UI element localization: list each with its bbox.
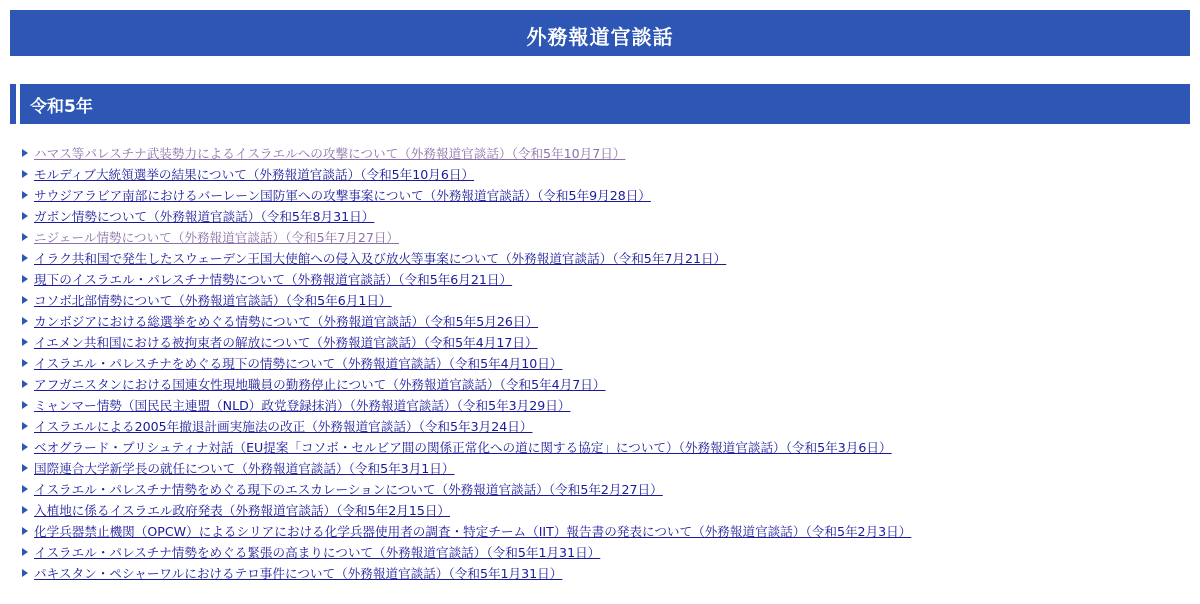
list-item [22,562,1187,583]
statement-link[interactable]: カンボジアにおける総選挙をめぐる情勢について（外務報道官談話）（令和5年5月26日） [34,314,539,329]
triangle-bullet-icon [22,296,28,304]
list-item [22,247,1187,268]
statement-link[interactable]: イエメン共和国における被拘束者の解放について（外務報道官談話）（令和5年4月17日） [34,335,538,350]
statement-link[interactable]: イスラエル・パレスチナ情勢をめぐる緊張の高まりについて（外務報道官談話）（令和5年1月31日） [34,545,601,560]
page-header [10,10,1190,60]
year-section-header [10,84,1190,124]
triangle-bullet-icon [22,275,28,283]
list-item [22,415,1187,436]
list-item [22,142,1187,163]
list-item [22,289,1187,310]
list-item [22,499,1187,520]
list-item [22,436,1187,457]
year-title: 令和5年 [30,96,93,117]
triangle-bullet-icon [22,191,28,199]
statement-link[interactable]: ミャンマー情勢（国民民主連盟（NLD）政党登録抹消）（外務報道官談話）（令和5年3月29日） [34,398,571,413]
statement-list [22,142,1187,583]
triangle-bullet-icon [22,506,28,514]
statement-link[interactable]: ベオグラード・プリシュティナ対話（EU提案「コソボ・セルビア間の関係正常化への道に関する協定」について）（外務報道官談話）（令和5年3月6日） [34,440,892,455]
triangle-bullet-icon [22,170,28,178]
statement-link[interactable]: イスラエルによる2005年撤退計画実施法の改正（外務報道官談話）（令和5年3月24日） [34,419,533,434]
triangle-bullet-icon [22,485,28,493]
statement-link[interactable]: イスラエル・パレスチナをめぐる現下の情勢について（外務報道官談話）（令和5年4月10日） [34,356,563,371]
statement-link[interactable]: コソボ北部情勢について（外務報道官談話）（令和5年6月1日） [34,293,392,308]
list-item [22,457,1187,478]
triangle-bullet-icon [22,359,28,367]
triangle-bullet-icon [22,401,28,409]
list-item [22,226,1187,247]
list-item [22,394,1187,415]
statement-link[interactable]: 化学兵器禁止機関（OPCW）によるシリアにおける化学兵器使用者の調査・特定チーム（IIT）報告書の発表について（外務報道官談話）（令和5年2月3日） [34,524,912,539]
triangle-bullet-icon [22,212,28,220]
statement-link[interactable]: モルディブ大統領選挙の結果について（外務報道官談話）（令和5年10月6日） [34,167,475,182]
statement-link[interactable]: ハマス等パレスチナ武装勢力によるイスラエルへの攻撃について（外務報道官談話）（令和5年10月7日） [34,146,626,161]
triangle-bullet-icon [22,233,28,241]
list-item [22,541,1187,562]
triangle-bullet-icon [22,464,28,472]
statement-link[interactable]: パキスタン・ペシャーワルにおけるテロ事件について（外務報道官談話）（令和5年1月31日） [34,566,563,581]
triangle-bullet-icon [22,527,28,535]
triangle-bullet-icon [22,380,28,388]
list-item [22,268,1187,289]
statement-link[interactable]: サウジアラビア南部におけるバーレーン国防軍への攻撃事案について（外務報道官談話）（令和5年9月28日） [34,188,651,203]
list-item [22,478,1187,499]
list-item [22,163,1187,184]
statement-link[interactable]: イスラエル・パレスチナ情勢をめぐる現下のエスカレーションについて（外務報道官談話）（令和5年2月27日） [34,482,663,497]
triangle-bullet-icon [22,254,28,262]
statement-link[interactable]: ガボン情勢について（外務報道官談話）（令和5年8月31日） [34,209,375,224]
statement-link[interactable]: イラク共和国で発生したスウェーデン王国大使館への侵入及び放火等事案について（外務報道官談話）（令和5年7月21日） [34,251,727,266]
list-item [22,310,1187,331]
triangle-bullet-icon [22,422,28,430]
triangle-bullet-icon [22,548,28,556]
statement-link[interactable]: ニジェール情勢について（外務報道官談話）（令和5年7月27日） [34,230,400,245]
triangle-bullet-icon [22,317,28,325]
statement-link[interactable]: 入植地に係るイスラエル政府発表（外務報道官談話）（令和5年2月15日） [34,503,451,518]
triangle-bullet-icon [22,149,28,157]
triangle-bullet-icon [22,569,28,577]
list-item [22,352,1187,373]
list-item [22,184,1187,205]
list-item [22,331,1187,352]
triangle-bullet-icon [22,338,28,346]
statement-link[interactable]: 現下のイスラエル・パレスチナ情勢について（外務報道官談話）（令和5年6月21日） [34,272,513,287]
list-item [22,520,1187,541]
triangle-bullet-icon [22,443,28,451]
list-item [22,205,1187,226]
section-accent-bar [14,84,20,124]
list-item [22,373,1187,394]
page-title: 外務報道官談話 [526,24,674,49]
statement-link[interactable]: 国際連合大学新学長の就任について（外務報道官談話）（令和5年3月1日） [34,461,455,476]
statement-link[interactable]: アフガニスタンにおける国連女性現地職員の勤務停止について（外務報道官談話）（令和5年4月7日） [34,377,606,392]
